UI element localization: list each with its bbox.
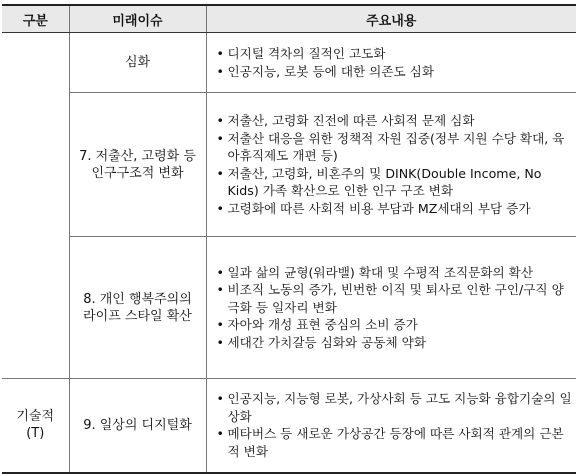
bullet-list — [217, 45, 573, 80]
bullet-list — [217, 390, 573, 460]
issue-text: 9. 일상의 디지털화 — [83, 417, 192, 433]
issue-text: 인구구조적 변화 — [91, 165, 184, 181]
bullet-list — [217, 264, 573, 352]
issue-cell — [69, 33, 206, 93]
issue-text: 8. 개인 행복주의의 — [83, 291, 192, 307]
issue-cell — [69, 93, 206, 237]
list-item: • 메타버스 등 새로운 가상공간 등장에 따른 사회적 관계의 근본적 변화 — [216, 426, 564, 459]
list-item: • 자아와 개성 표현 중심의 소비 증가 — [216, 317, 418, 333]
table-row — [2, 379, 576, 473]
table-row — [2, 33, 576, 93]
content-cell — [206, 379, 576, 473]
list-item: • 일과 삶의 균형(워라밸) 확대 및 수평적 조직문화의 확산 — [216, 264, 533, 280]
issue-text: 7. 저출산, 고령화 등 — [79, 148, 196, 164]
issue-cell — [69, 237, 206, 379]
issue-cell — [69, 379, 206, 473]
category-text: 기술적 — [16, 409, 55, 425]
list-item: • 저출산, 고령화 진전에 따른 사회적 문제 심화 — [216, 113, 475, 128]
list-item: • 인공지능, 로봇 등에 대한 의존도 심화 — [216, 63, 435, 79]
category-cell-tech — [2, 379, 69, 473]
list-item: • 비조직 노동의 증가, 빈번한 이직 및 퇴사로 인한 구인/구직 양극화 등 일자리 변화 — [216, 282, 564, 315]
list-item: • 세대간 가치갈등 심화와 공동체 약화 — [216, 334, 426, 350]
bullet-list — [217, 112, 573, 217]
category-cell-social — [2, 33, 69, 379]
content-cell — [206, 237, 576, 379]
list-item: • 저출산, 고령화, 비혼주의 및 DINK(Double Income, No Kids) 가족 확산으로 인한 인구 구조 변화 — [216, 165, 542, 198]
header-row — [2, 5, 576, 33]
header-content: 주요내용 — [206, 5, 576, 33]
content-cell — [206, 33, 576, 93]
future-issues-table — [2, 4, 576, 474]
category-text: (T) — [26, 426, 45, 442]
header-category: 구분 — [2, 5, 69, 33]
table-row — [2, 237, 576, 379]
issue-text: 라이프 스타일 확산 — [83, 308, 192, 324]
issue-text: 심화 — [124, 55, 151, 70]
header-issue: 미래이슈 — [69, 5, 206, 33]
list-item: • 저출산 대응을 위한 정책적 자원 집중(정부 지원 수당 확대, 육아휴직제도 개편 등) — [216, 130, 565, 163]
table-row — [2, 93, 576, 237]
list-item: • 고령화에 따른 사회적 비용 부담과 MZ세대의 부담 증가 — [216, 200, 531, 216]
content-cell — [206, 93, 576, 237]
list-item: • 디지털 격차의 질적인 고도화 — [216, 46, 386, 61]
list-item: • 인공지능, 지능형 로봇, 가상사회 등 고도 지능화 융합기술의 일상화 — [216, 391, 572, 424]
